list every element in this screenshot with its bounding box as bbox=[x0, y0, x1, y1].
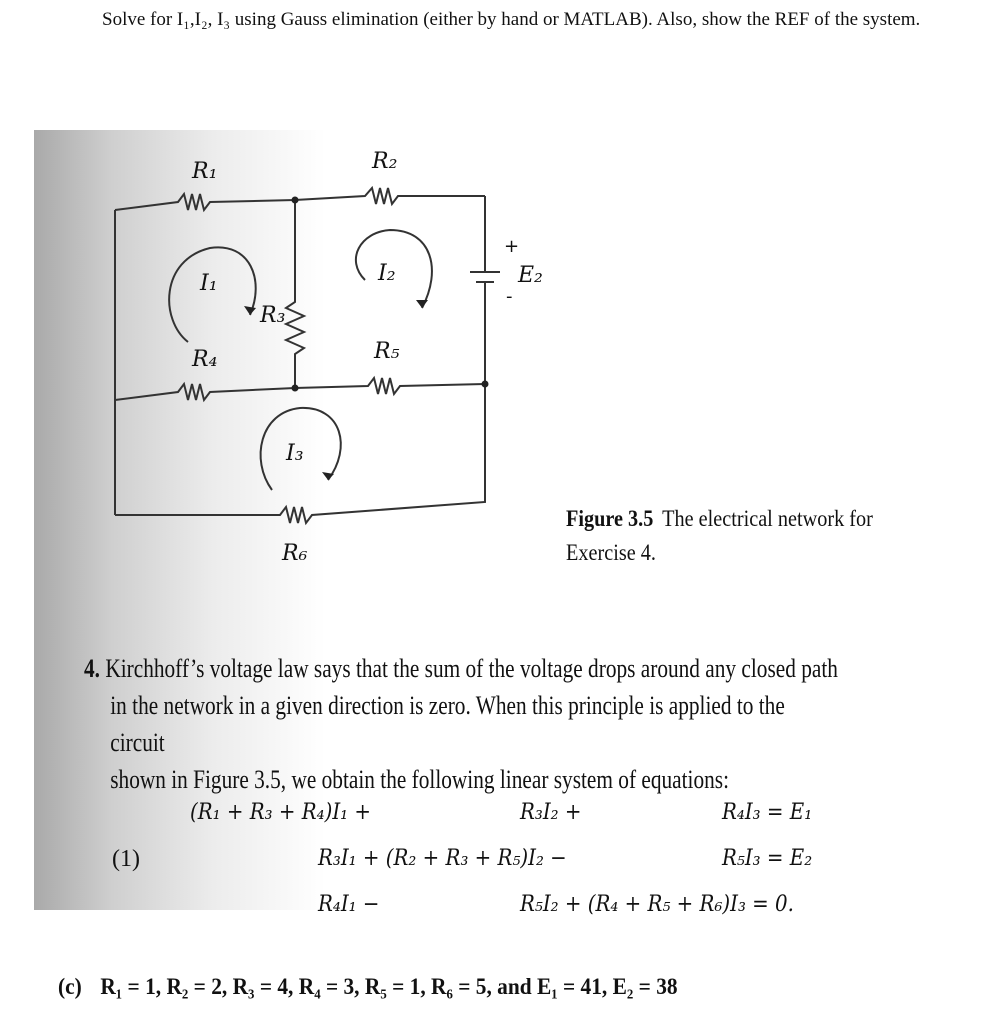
label-r4: R₄ bbox=[192, 347, 218, 372]
label-r3: R₃ bbox=[260, 303, 286, 328]
label-i1: I₁ bbox=[200, 271, 218, 296]
middle-wire-r3 bbox=[286, 200, 304, 388]
node-right bbox=[482, 381, 489, 388]
top-wire bbox=[115, 188, 485, 210]
eq-row3-b: R₅I₂ + (R₄ + R₅ + R₆)I₃ = 0. bbox=[520, 892, 794, 917]
problem-line-2: in the network in a given direction is zero. When this principle is applied to the circuit bbox=[110, 691, 785, 757]
instruction-text bbox=[26, 4, 971, 35]
problem-number: 4. bbox=[84, 654, 100, 683]
label-r2: R₂ bbox=[372, 149, 398, 174]
label-e2: E₂ bbox=[518, 263, 543, 288]
label-r5: R₅ bbox=[374, 339, 400, 364]
caption-label: Figure 3.5 bbox=[566, 506, 654, 531]
label-r6: R₆ bbox=[282, 541, 308, 566]
label-minus: - bbox=[506, 286, 513, 307]
circuit-figure bbox=[60, 130, 580, 590]
eq-row1-b: R₃I₂ + bbox=[520, 800, 582, 825]
node-top bbox=[292, 197, 299, 204]
arrowhead-i1 bbox=[244, 306, 256, 315]
system-label: (1) bbox=[112, 846, 140, 872]
node-middle bbox=[292, 385, 299, 392]
problem-line-3: shown in Figure 3.5, we obtain the following linear system of equations: bbox=[110, 765, 730, 794]
part-c bbox=[58, 974, 895, 1000]
right-wire-e2 bbox=[470, 196, 500, 388]
figure-caption bbox=[566, 502, 883, 570]
eq-row1-a: (R₁ + R₃ + R₄)I₁ + bbox=[190, 800, 371, 825]
eq-row2-a: R₃I₁ + (R₂ + R₃ + R₅)I₂ − bbox=[318, 846, 567, 871]
circuit-diagram bbox=[60, 130, 580, 590]
label-r1: R₁ bbox=[192, 159, 218, 184]
eq-row3-a: R₄I₁ − bbox=[318, 892, 380, 917]
label-plus: + bbox=[504, 236, 520, 257]
arrowhead-i2 bbox=[416, 300, 428, 308]
middle-horizontal-wire bbox=[115, 378, 485, 400]
problem-text bbox=[84, 650, 838, 798]
caption-text: The electrical network for Exercise 4. bbox=[566, 506, 873, 565]
instruction-sentence: Solve for I₁,I₂, I₃ using Gauss elimination (either by hand or MATLAB). Also, show the REF of the system. bbox=[102, 9, 921, 30]
eq-row2-c: R₅I₃ = E₂ bbox=[722, 846, 813, 871]
label-i3: I₃ bbox=[286, 441, 304, 466]
part-c-label: (c) bbox=[58, 974, 82, 999]
part-c-values: R₁ = 1, R₂ = 2, R₃ = 4, R₄ = 3, R₅ = 1, R₆ = 5, and E₁ = 41, E₂ = 38 bbox=[100, 974, 678, 999]
eq-row1-c: R₄I₃ = E₁ bbox=[722, 800, 813, 825]
problem-line-1: 4. Kirchhoff’s voltage law says that the sum of the voltage drops around any closed path bbox=[84, 654, 838, 683]
label-i2: I₂ bbox=[378, 261, 396, 286]
